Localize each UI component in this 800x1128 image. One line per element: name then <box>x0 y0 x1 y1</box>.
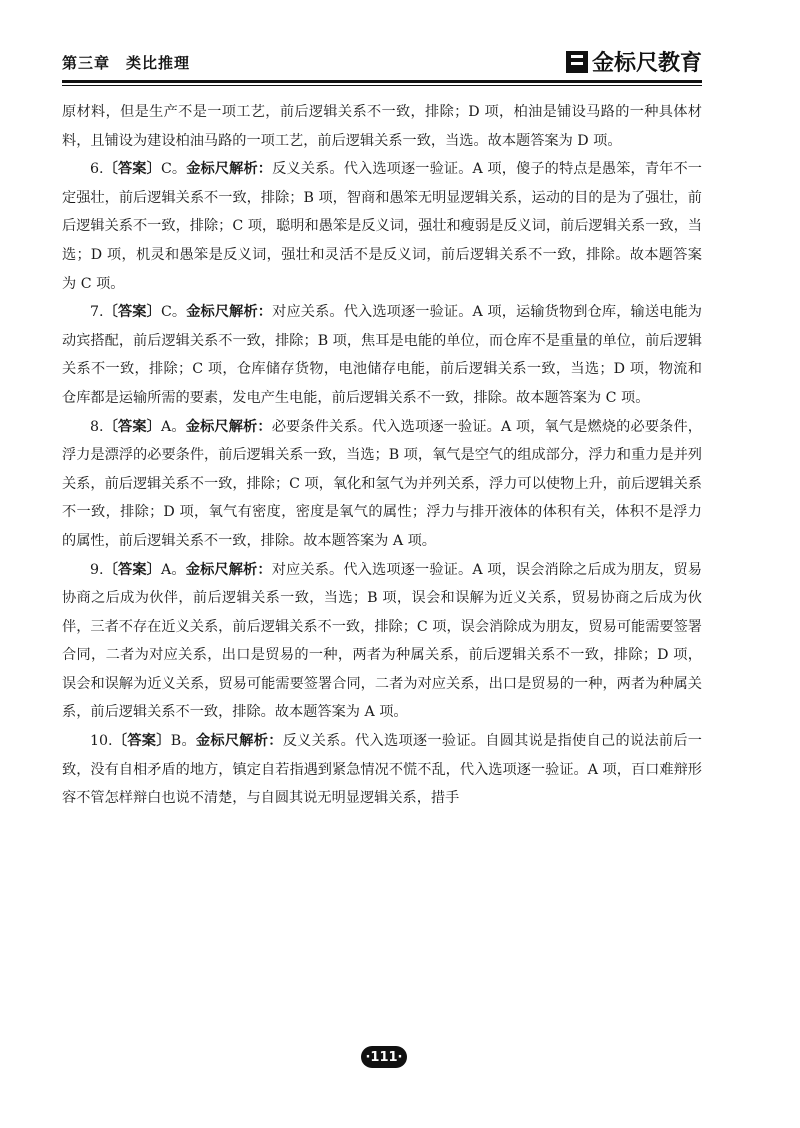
analysis-label: 金标尺解析： <box>185 418 272 435</box>
answer-letter: A。 <box>161 561 186 578</box>
question-number: 8. <box>90 418 104 435</box>
analysis-text: 反义关系。代入选项逐一验证。A 项，傻子的特点是愚笨，青年不一定强壮，前后逻辑关系不一致，排除；B 项，智商和愚笨无明显逻辑关系，运动的目的是为了强壮，前后逻辑关系不一致，排除；C 项，聪明和愚笨是反义词，强壮和瘦弱是反义词，前后逻辑关系一致，当选；D 项，机灵和愚笨是反义词，强壮和灵活不是反义词，前后逻辑关系不一致，排除。故本题答案为 C 项。 <box>62 161 702 292</box>
answer-letter: B。 <box>170 733 196 750</box>
chapter-title: 第三章 类比推理 <box>62 54 191 72</box>
answer-7 <box>62 298 702 412</box>
brand-logo <box>566 46 702 77</box>
answer-letter: C。 <box>160 161 187 178</box>
brand-name: 金标尺教育 <box>591 51 702 76</box>
paragraph-continuation: 原材料，但是生产不是一项工艺，前后逻辑关系不一致，排除；D 项，柏油是铺设马路的一种具体材料，且铺设为建设柏油马路的一项工艺，前后逻辑关系一致，当选。故本题答案为 D 项。 <box>62 104 702 149</box>
answer-10 <box>62 727 702 813</box>
answer-letter: C。 <box>160 304 187 321</box>
question-number: 10. <box>90 733 113 750</box>
answer-tag: 〔答案〕 <box>103 304 161 321</box>
analysis-label: 金标尺解析： <box>185 561 272 578</box>
analysis-label: 金标尺解析： <box>186 161 273 178</box>
page-header <box>62 46 702 80</box>
answer-tag: 〔答案〕 <box>103 161 161 178</box>
question-number: 7. <box>90 304 104 321</box>
answer-letter: A。 <box>161 418 186 435</box>
analysis-label: 金标尺解析： <box>195 733 283 750</box>
answer-8 <box>62 413 702 556</box>
answer-6 <box>62 155 702 298</box>
answer-tag: 〔答案〕 <box>103 418 162 435</box>
answer-tag: 〔答案〕 <box>112 733 171 750</box>
brand-logo-icon <box>566 51 588 73</box>
page-number: ·111· <box>361 1046 407 1068</box>
question-number: 6. <box>90 161 104 178</box>
question-number: 9. <box>90 561 104 578</box>
analysis-text: 必要条件关系。代入选项逐一验证。A 项，氧气是燃烧的必要条件，浮力是漂浮的必要条件，前后逻辑关系一致，当选；B 项，氧气是空气的组成部分，浮力和重力是并列关系，前后逻辑关系不一致，排除；C 项，氧化和氢气为并列关系，浮力可以使物上升，前后逻辑关系不一致，排除；D 项，氧气有密度，密度是氧气的属性；浮力与排开液体的体积有关，体积不是浮力的属性，前后逻辑关系不一致，排除。故本题答案为 A 项。 <box>62 418 702 549</box>
header-rule-thin <box>62 85 702 86</box>
answer-tag: 〔答案〕 <box>103 561 162 578</box>
analysis-text: 对应关系。代入选项逐一验证。A 项，误会消除之后成为朋友，贸易协商之后成为伙伴，前后逻辑关系一致，当选；B 项，误会和误解为近义关系，贸易协商之后成为伙伴，三者不存在近义关系，前后逻辑关系不一致，排除；C 项，误会消除成为朋友，贸易可能需要签署合同，二者为对应关系，出口是贸易的一种，两者为种属关系，前后逻辑关系不一致，排除；D 项，误会和误解为近义关系，贸易可能需要签署合同，二者为对应关系，出口是贸易的一种，两者为种属关系，前后逻辑关系不一致，排除。故本题答案为 A 项。 <box>62 561 702 721</box>
analysis-text: 对应关系。代入选项逐一验证。A 项，运输货物到仓库，输送电能为动宾搭配，前后逻辑关系不一致，排除；B 项，焦耳是电能的单位，而仓库不是重量的单位，前后逻辑关系不一致，排除；C 项，仓库储存货物，电池储存电能，前后逻辑关系一致，当选；D 项，物流和仓库都是运输所需的要素，发电产生电能，前后逻辑关系不一致，排除。故本题答案为 C 项。 <box>62 304 702 406</box>
analysis-label: 金标尺解析： <box>186 304 273 321</box>
analysis-text: 反义关系。代入选项逐一验证。自圆其说是指使自己的说法前后一致，没有自相矛盾的地方，镇定自若指遇到紧急情况不慌不乱，代入选项逐一验证。A 项，百口难辩形容不管怎样辩白也说不清楚，与自圆其说无明显逻辑关系，措手 <box>62 733 702 807</box>
header-rule-thick <box>62 80 702 83</box>
page-body <box>62 98 702 813</box>
answer-9 <box>62 556 702 728</box>
